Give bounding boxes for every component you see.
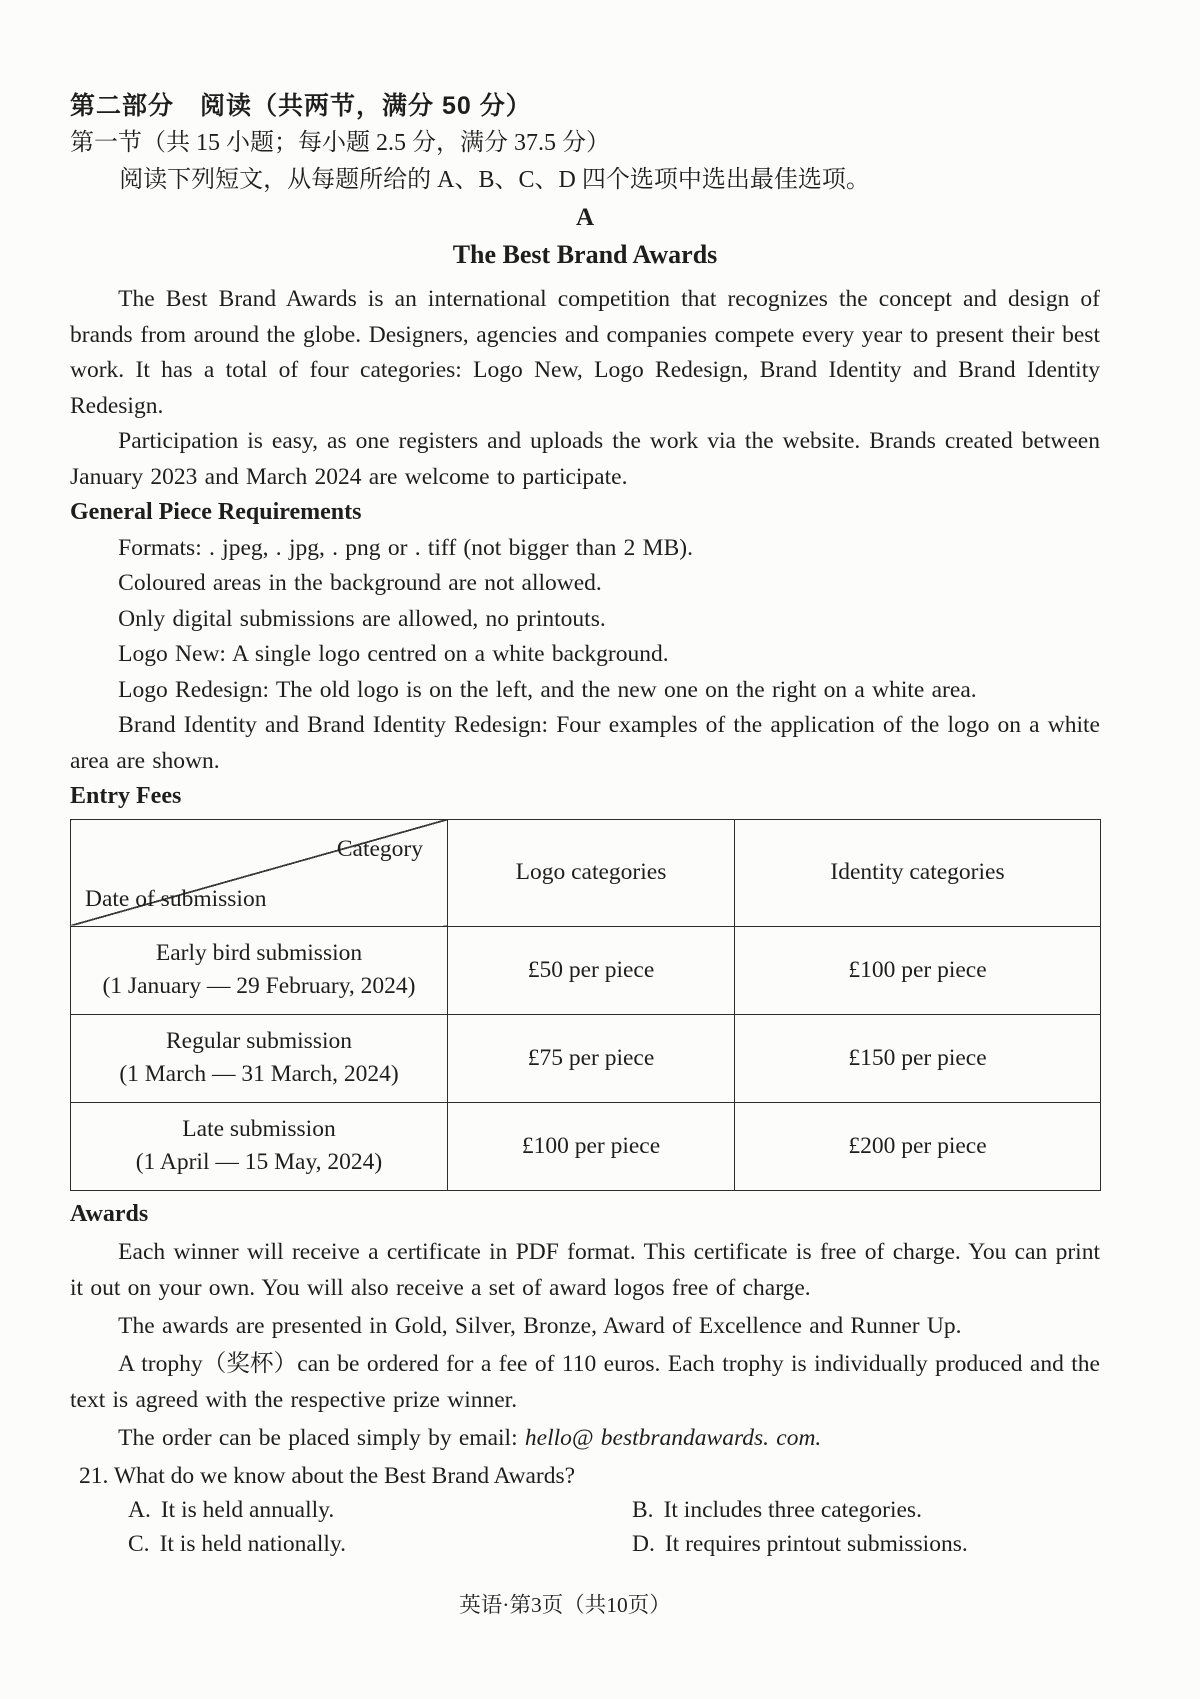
awards-paragraph-certificate: Each winner will receive a certificate in PDF format. This certificate is free of charge. You can print it out on your own. You will also receive a set of award logos free of charge. <box>70 1239 1100 1301</box>
fee-cell-logo: £50 per piece <box>448 926 735 1014</box>
row-dates: (1 March — 31 March, 2024) <box>119 1061 399 1087</box>
fees-table <box>70 819 1101 1191</box>
awards-heading: Awards <box>70 1200 149 1227</box>
table-row-early-bird <box>71 926 1101 1014</box>
requirement-item-logo-new: Logo New: A single logo centred on a white background. <box>118 641 669 667</box>
row-label: Late submission <box>182 1116 336 1142</box>
entry-fees-heading: Entry Fees <box>70 783 182 809</box>
column-header-logo: Logo categories <box>448 819 735 926</box>
order-text: The order can be placed simply by email: <box>118 1425 525 1451</box>
row-dates: (1 January — 29 February, 2024) <box>102 973 416 999</box>
row-dates: (1 April — 15 May, 2024) <box>135 1149 383 1175</box>
requirement-item-logo-redesign: Logo Redesign: The old logo is on the left, and the new one on the right on a white area. <box>118 676 977 703</box>
awards-section <box>70 1197 1100 1457</box>
options-row-1 <box>70 1494 1100 1528</box>
requirements-heading: General Piece Requirements <box>70 499 362 525</box>
instruction-line: 阅读下列短文，从每题所给的 A、B、C、D 四个选项中选出最佳选项。 <box>119 167 870 193</box>
passage-paragraph-2: Participation is easy, as one registers and uploads the work via the website. Brands created between January 2023 and March 2024 are welcome to participate. <box>70 428 1100 490</box>
corner-date-label: Date of submission <box>85 885 267 912</box>
question-number: 21. <box>79 1463 109 1489</box>
option-a-label: A. <box>128 1497 151 1523</box>
column-header-identity: Identity categories <box>735 819 1101 926</box>
option-b-label: B. <box>632 1497 654 1523</box>
row-label-cell <box>71 1014 448 1102</box>
option-c-label: C. <box>128 1530 150 1557</box>
table-row-late <box>71 1102 1101 1190</box>
question-21 <box>70 1458 1100 1494</box>
row-label: Regular submission <box>165 1028 353 1054</box>
page-footer: 英语·第3页（共10页） <box>459 1593 671 1617</box>
option-d-label: D. <box>632 1530 655 1557</box>
fee-cell-logo: £75 per piece <box>448 1014 735 1102</box>
row-label-cell <box>71 1102 448 1190</box>
requirement-item-formats: Formats: . jpeg, . jpg, . png or . tiff (not bigger than 2 MB). <box>118 534 693 561</box>
subsection-header: 第一节（共 15 小题；每小题 2.5 分，满分 37.5 分） <box>70 130 610 156</box>
option-b <box>630 1494 1100 1528</box>
corner-category-label: Category <box>336 835 423 862</box>
section-header: 第二部分 阅读（共两节，满分 50 分） <box>70 92 532 120</box>
fee-cell-logo: £100 per piece <box>448 1102 735 1190</box>
awards-paragraph-order <box>70 1420 1100 1456</box>
requirement-item-brand-identity: Brand Identity and Brand Identity Redesign: Four examples of the application of the logo on a white area are shown. <box>70 712 1100 774</box>
passage-label: A <box>575 204 595 231</box>
passage-paragraph-1: The Best Brand Awards is an international competition that recognizes the concept and design of brands from around the globe. Designers, agencies and companies compete every year to present their best work. It has a total of four categories: Logo New, Logo Redesign, Brand Identity and Brand Identity Redesign. <box>70 286 1100 419</box>
awards-paragraph-levels: The awards are presented in Gold, Silver, Bronze, Award of Excellence and Runner Up. <box>118 1313 962 1339</box>
option-a-text: It is held annually. <box>160 1497 335 1523</box>
row-label-cell <box>71 926 448 1014</box>
awards-paragraph-trophy: A trophy（奖杯）can be ordered for a fee of 110 euros. Each trophy is individually produced and the text is agreed with the respective prize winner. <box>70 1351 1100 1413</box>
fee-cell-identity: £200 per piece <box>735 1102 1101 1190</box>
table-row-regular <box>71 1014 1101 1102</box>
question-text: What do we know about the Best Brand Awards? <box>113 1463 576 1489</box>
row-label: Early bird submission <box>155 940 363 966</box>
option-c-text: It is held nationally. <box>159 1530 347 1557</box>
fees-table-header-row <box>71 819 1101 926</box>
requirement-item-coloured: Coloured areas in the background are not allowed. <box>118 570 602 596</box>
option-c <box>70 1528 630 1562</box>
requirement-item-digital: Only digital submissions are allowed, no printouts. <box>118 605 606 632</box>
options-row-2 <box>70 1528 1100 1562</box>
option-d-text: It requires printout submissions. <box>664 1530 968 1557</box>
option-d <box>630 1528 1100 1562</box>
fee-cell-identity: £100 per piece <box>735 926 1101 1014</box>
option-a <box>70 1494 630 1528</box>
fee-cell-identity: £150 per piece <box>735 1014 1101 1102</box>
page-content <box>70 88 1100 1561</box>
order-email: hello@ bestbrandawards. com. <box>524 1425 822 1451</box>
option-b-text: It includes three categories. <box>663 1497 922 1523</box>
passage-title: The Best Brand Awards <box>452 240 718 269</box>
corner-header-cell <box>71 819 448 926</box>
